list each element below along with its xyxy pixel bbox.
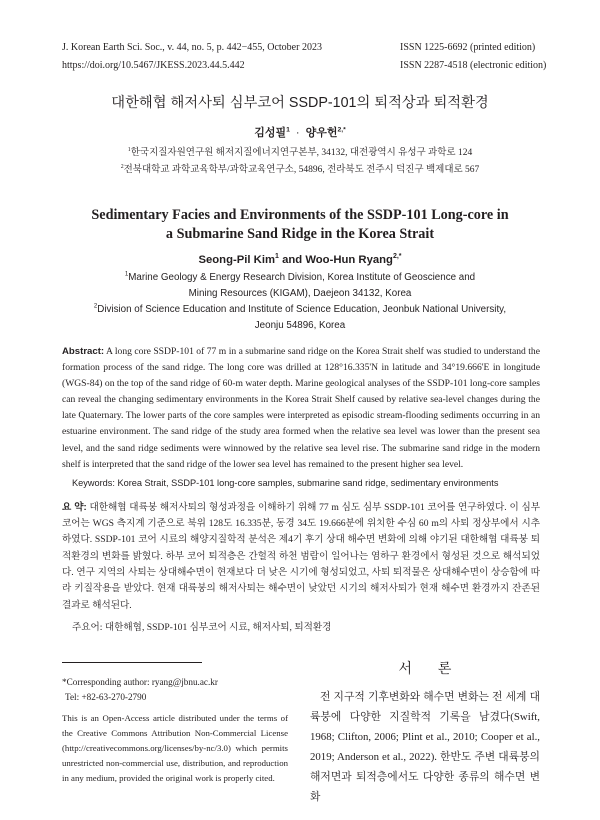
english-title: [0, 206, 600, 244]
affiliation-mark: 2: [120, 163, 124, 170]
citation-block: [62, 39, 322, 74]
author-conjunction: and: [282, 254, 303, 266]
affiliation-mark: 2,*: [337, 126, 346, 134]
license-notice: This is an Open-Access article distributed under the terms of the Creative Commons Attribution Non-Commercial License (http://creativecommons.org/licenses/by-nc/3.0) which permits unrestricted non-commercial use, distribution, and reproduction in any medium, provided the original work is properly cited.: [62, 712, 288, 783]
author-name: 양우헌: [305, 127, 338, 139]
affiliation-text: 전북대학교 과학교육학부/과학교육연구소, 54896, 전라북도 전주시 덕진구 백제대로 567: [123, 164, 480, 175]
affiliation-mark: 2,*: [392, 253, 402, 261]
author-name: Seong-Pil Kim: [198, 254, 276, 266]
affiliation-text: 한국지질자원연구원 해저지질에너지연구본부, 34132, 대전광역시 유성구 과학로 124: [130, 147, 473, 158]
corresponding-author: *Corresponding author: ryang@jbnu.ac.kr: [62, 677, 218, 687]
english-affiliations: [0, 270, 600, 334]
keywords-text: Korea Strait, SSDP-101 long-core samples, submarine sand ridge, sedimentary environments: [117, 477, 499, 488]
english-authors: [0, 251, 600, 269]
introduction-heading: 서 론: [398, 660, 452, 676]
affiliation-mark: 1: [275, 253, 279, 261]
korean-keywords-text: 대한해협, SSDP-101 심부코어 시료, 해저사퇴, 퇴적환경: [104, 621, 332, 633]
author-name: 김성필: [254, 127, 287, 139]
affiliation: [0, 162, 600, 179]
keywords-label: Keywords:: [72, 477, 115, 488]
issn-electronic: ISSN 2287-4518 (electronic edition): [400, 59, 547, 71]
affiliation-mark: 1: [286, 126, 290, 134]
affiliation-text: Marine Geology & Energy Research Division, Korea Institute of Geoscience and: [128, 272, 476, 283]
abstract-text: A long core SSDP-101 of 77 m in a submarine sand ridge on the Korea Strait shelf was studied to understand the formation process of the sand ridge. The long core was drilled at 128°16.335'N in latitude and 34°19.666'E in longitude (WGS-84) on the top of the sand ridge of 60-m water depth. Marine geological analyses of the SSDP-101 long-core samples can reveal the changing sedimentary environments in the Korea Strait Shelf caused by relative sea-level changes during the late Quaternary. The lower parts of the core samples were interpreted as episodic stream-flooding sediments occurring in an estuarine environment. The sand ridge of the study area formed when the relative sea level was lower than the present sea level, and the sand ridge sediments were winnowed by the relative sea level rise. The submarine sand ridge in the modern shelf is interpreted that the sand ridge of the lower sea level has remained to the present higher sea level.: [62, 346, 540, 470]
affiliation-text: Division of Science Education and Institute of Science Education, Jeonbuk National University,: [97, 304, 507, 315]
abstract-section: [62, 344, 540, 636]
affiliation: [0, 145, 600, 162]
affiliation-mark: 1: [127, 146, 131, 153]
korean-abstract: [62, 500, 540, 614]
issn-block: [400, 39, 546, 74]
korean-keywords-label: 주요어:: [72, 621, 103, 633]
korean-abstract-text: 대한해협 대륙붕 해저사퇴의 형성과정을 이해하기 위해 77 m 심도 심부 SSDP-101 코어를 연구하였다. 이 심부코어는 WGS 측지계 기준으로 북위 128도 16.335분, 동경 34도 19.666분에 위치한 수심 60 m의 사퇴 정상부에서 시추하였다. SSDP-101 코어 시료의 해양지질학적 분석은 제4기 후기 상대 해수면 변화에 의해 야기된 대한해협 대륙붕 퇴적환경의 변화를 밝혔다. 하부 코어 퇴적층은 간헐적 하천 범람이 일어나는 염하구 환경에서 형성된 것으로 해석되었다. 연구 지역의 사퇴는 상대해수면이 현재보다 더 낮은 시기에 형성되었고, 사퇴 퇴적물은 상대해수면이 상승함에 따라 키질작용을 받았다. 현재 대륙붕의 해저사퇴는 해수면이 낮았던 시기의 해저사퇴가 현재 해수면 환경까지 잔존된 결과로 해석된다.: [62, 501, 540, 611]
affiliation-mark: 2: [93, 303, 98, 310]
korean-keywords: [72, 620, 540, 636]
english-title-line: a Submarine Sand Ridge in the Korea Strait: [165, 225, 435, 242]
english-abstract: [62, 344, 540, 473]
affiliation-line: [0, 302, 600, 318]
telephone: Tel: +82-63-270-2790: [65, 692, 147, 702]
author-separator: ·: [295, 127, 300, 139]
introduction-text: 전 지구적 기후변화와 해수면 변화는 전 세계 대륙붕에 다양한 지질학적 기록을 남겼다(Swift, 1968; Clifton, 2006; Plint et al., 2010; Cooper et al., 2019; Anderson et al., 2022). 한반도 주변 대륙붕의 해저면과 퇴적층에서도 다양한 종류의 해수면 변화: [310, 691, 540, 803]
korean-abstract-label: 요 약:: [62, 501, 87, 513]
affiliation-line: Mining Resources (KIGAM), Daejeon 34132, Korea: [188, 288, 412, 299]
korean-title: 대한해협 해저사퇴 심부코어 SSDP-101의 퇴적상과 퇴적환경: [111, 95, 489, 111]
journal-citation: J. Korean Earth Sci. Soc., v. 44, no. 5, p. 442−455, October 2023: [62, 42, 322, 53]
english-title-line: Sedimentary Facies and Environments of the SSDP-101 Long-core in: [91, 206, 509, 223]
affiliation-mark: 1: [124, 271, 129, 278]
affiliation-line: Jeonju 54896, Korea: [254, 320, 346, 331]
affiliation-line: [0, 270, 600, 286]
footnote-divider: [62, 662, 202, 663]
issn-print: ISSN 1225-6692 (printed edition): [400, 42, 536, 53]
author-name: Woo-Hun Ryang: [305, 254, 393, 266]
corresponding-author-note: [62, 675, 288, 705]
abstract-label: Abstract:: [62, 346, 105, 357]
korean-affiliations: [0, 145, 600, 179]
english-keywords: [72, 475, 540, 491]
korean-authors: [0, 124, 600, 142]
doi-link[interactable]: https://doi.org/10.5467/JKESS.2023.44.5.442: [62, 59, 245, 71]
